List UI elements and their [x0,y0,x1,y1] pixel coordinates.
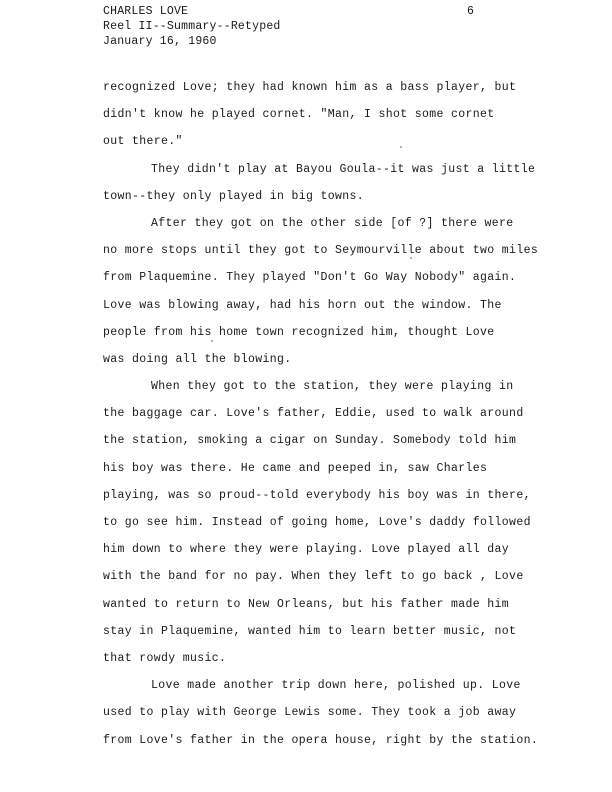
document-header [103,4,281,49]
text-line: recognized Love; they had known him as a bass player, but [103,81,517,94]
scan-speck [410,257,412,259]
text-line: the baggage car. Love's father, Eddie, used to walk around [103,407,524,421]
text-line: When they got to the station, they were playing in [151,380,514,394]
scan-speck [211,340,213,342]
text-line: didn't know he played cornet. "Man, I shot some cornet [103,108,495,122]
text-line: people from his home town recognized him, thought Love [103,325,495,339]
header-date: January 16, 1960 [103,35,217,48]
text-line: that rowdy music. [103,651,227,665]
document-body [103,74,543,754]
text-line: the station, smoking a cigar on Sunday. Somebody told him [103,434,517,448]
page-number: 6 [467,5,474,18]
header-name: CHARLES LOVE [103,5,189,18]
text-line: stay in Plaquemine, wanted him to learn better music, not [103,624,517,638]
scan-speck [400,146,402,148]
text-line: from Love's father in the opera house, right by the station. [103,733,539,747]
text-line: him down to where they were playing. Love played all day [103,543,510,557]
text-line: town--they only played in big towns. [103,189,365,203]
header-reel: Reel II--Summary--Retyped [103,20,281,33]
text-line: Love was blowing away, had his horn out the window. The [103,298,502,312]
text-line: no more stops until they got to Seymourville about two miles [103,244,539,258]
text-line: wanted to return to New Orleans, but his father made him [103,597,510,611]
text-line: from Plaquemine. They played "Don't Go Way Nobody" again. [103,271,517,285]
text-line: with the band for no pay. When they left to go back , Love [103,570,524,584]
text-line: to go see him. Instead of going home, Love's daddy followed [103,516,531,529]
text-line: After they got on the other side [of ?] there were [151,216,514,230]
text-line: playing, was so proud--told everybody his boy was in there, [103,488,531,502]
text-line: out there." [103,135,183,149]
text-line: his boy was there. He came and peeped in, saw Charles [103,461,488,475]
text-line: was doing all the blowing. [103,352,292,366]
text-line: used to play with George Lewis some. They took a job away [103,706,517,720]
text-line: They didn't play at Bayou Goula--it was just a little [151,162,536,176]
text-line: Love made another trip down here, polished up. Love [151,679,521,693]
